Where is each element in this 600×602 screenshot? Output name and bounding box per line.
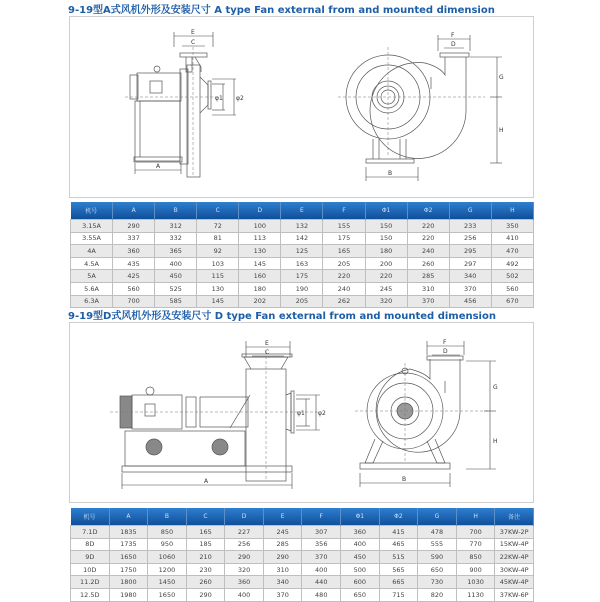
table-cell: 350 <box>491 220 533 233</box>
table-cell: 650 <box>418 563 457 576</box>
column-header: Φ1 <box>365 202 407 220</box>
column-header: H <box>456 508 495 526</box>
table-cell: 200 <box>365 257 407 270</box>
table-cell: 1200 <box>148 563 187 576</box>
table-cell: 220 <box>407 232 449 245</box>
table-cell: 730 <box>418 576 457 589</box>
table-cell: 465 <box>379 538 418 551</box>
table-row <box>71 576 534 589</box>
table-cell: 850 <box>456 551 495 564</box>
table-cell: 290 <box>186 588 225 601</box>
table-cell: 92 <box>197 245 239 258</box>
fan-d-drawing-svg <box>70 323 535 504</box>
table-cell: 22KW-4P <box>495 551 534 564</box>
fan-a-drawing-svg <box>70 17 535 199</box>
table-cell: 950 <box>148 538 187 551</box>
centerlines-d <box>110 351 320 481</box>
column-header: F <box>302 508 341 526</box>
table-cell: 555 <box>418 538 457 551</box>
column-header: B <box>148 508 187 526</box>
table-cell: 205 <box>323 257 365 270</box>
table-cell: 262 <box>323 295 365 308</box>
table-cell: 290 <box>113 220 155 233</box>
column-header: C <box>186 508 225 526</box>
table-cell: 165 <box>323 245 365 258</box>
table-cell: 1750 <box>109 563 148 576</box>
table-cell: 190 <box>281 282 323 295</box>
dim-label-c: C <box>191 39 196 46</box>
section-a-title: 9-19型A式风机外形及安装尺寸 A type Fan external from and mounted dimension <box>68 5 495 16</box>
column-header: F <box>323 202 365 220</box>
table-cell: 220 <box>365 270 407 283</box>
table-cell: 210 <box>186 551 225 564</box>
table-row <box>71 551 534 564</box>
centerlines-d-front <box>355 363 490 463</box>
dim-label-phi1: φ1 <box>215 95 223 102</box>
column-header: E <box>281 202 323 220</box>
table-cell: 400 <box>302 563 341 576</box>
dim-label-phi1: φ1 <box>297 410 305 417</box>
column-header: 机号 <box>71 202 113 220</box>
table-cell: 332 <box>155 232 197 245</box>
table-cell: 220 <box>323 270 365 283</box>
table-cell: 590 <box>418 551 457 564</box>
section-d-title: 9-19型D式风机外形及安装尺寸 D type Fan external from and mounted dimension <box>68 311 496 322</box>
model-cell: 9D <box>71 551 110 564</box>
column-header: Φ2 <box>407 202 449 220</box>
table-cell: 770 <box>456 538 495 551</box>
table-cell: 130 <box>197 282 239 295</box>
model-cell: 3.55A <box>71 232 113 245</box>
table-cell: 400 <box>155 257 197 270</box>
fan-d-side-view <box>120 354 294 481</box>
table-cell: 72 <box>197 220 239 233</box>
model-cell: 4A <box>71 245 113 258</box>
table-cell: 290 <box>263 551 302 564</box>
table-cell: 450 <box>155 270 197 283</box>
fan-a-side-view <box>130 53 211 177</box>
table-row <box>71 588 534 601</box>
table-cell: 820 <box>418 588 457 601</box>
table-cell: 360 <box>113 245 155 258</box>
table-cell: 1060 <box>148 551 187 564</box>
table-cell: 320 <box>225 563 264 576</box>
dim-label-f: F <box>443 339 447 346</box>
table-row <box>71 270 534 283</box>
table-cell: 175 <box>323 232 365 245</box>
table-cell: 560 <box>113 282 155 295</box>
table-cell: 450 <box>341 551 380 564</box>
column-header: B <box>155 202 197 220</box>
table-cell: 585 <box>155 295 197 308</box>
table-cell: 400 <box>341 538 380 551</box>
table-cell: 100 <box>239 220 281 233</box>
table-cell: 285 <box>407 270 449 283</box>
table-cell: 155 <box>323 220 365 233</box>
table-cell: 360 <box>341 526 380 539</box>
table-cell: 132 <box>281 220 323 233</box>
table-cell: 360 <box>225 576 264 589</box>
table-cell: 650 <box>341 588 380 601</box>
model-cell: 5A <box>71 270 113 283</box>
table-cell: 470 <box>491 245 533 258</box>
table-cell: 480 <box>302 588 341 601</box>
table-cell: 1130 <box>456 588 495 601</box>
dim-label-a: A <box>204 478 209 485</box>
model-cell: 5.6A <box>71 282 113 295</box>
dim-label-e: E <box>265 340 269 347</box>
column-header: C <box>197 202 239 220</box>
dim-label-f: F <box>451 32 455 39</box>
table-cell: 245 <box>365 282 407 295</box>
column-header: 备注 <box>495 508 534 526</box>
table-cell: 310 <box>407 282 449 295</box>
table-cell: 185 <box>186 538 225 551</box>
column-header: Φ2 <box>379 508 418 526</box>
table-cell: 256 <box>225 538 264 551</box>
table-row <box>71 282 534 295</box>
table-cell: 240 <box>407 245 449 258</box>
table-cell: 1650 <box>109 551 148 564</box>
model-cell: 7.1D <box>71 526 110 539</box>
table-cell: 103 <box>197 257 239 270</box>
table-row <box>71 295 534 308</box>
table-row <box>71 563 534 576</box>
column-header: G <box>418 508 457 526</box>
dimension-lines-d-front <box>360 341 496 487</box>
table-cell: 220 <box>407 220 449 233</box>
table-cell: 1030 <box>456 576 495 589</box>
column-header: Φ1 <box>341 508 380 526</box>
table-cell: 260 <box>186 576 225 589</box>
table-cell: 715 <box>379 588 418 601</box>
table-cell: 160 <box>239 270 281 283</box>
table-cell: 37KW-6P <box>495 588 534 601</box>
table-cell: 180 <box>239 282 281 295</box>
table-cell: 233 <box>449 220 491 233</box>
table-cell: 415 <box>379 526 418 539</box>
table-cell: 45KW-4P <box>495 576 534 589</box>
table-row <box>71 257 534 270</box>
table-row <box>71 232 534 245</box>
table-cell: 478 <box>418 526 457 539</box>
table-cell: 30KW-4P <box>495 563 534 576</box>
table-cell: 113 <box>239 232 281 245</box>
model-cell: 6.3A <box>71 295 113 308</box>
table-cell: 81 <box>197 232 239 245</box>
section-a-drawing <box>69 16 534 198</box>
table-cell: 850 <box>148 526 187 539</box>
table-cell: 1800 <box>109 576 148 589</box>
table-cell: 297 <box>449 257 491 270</box>
table-cell: 115 <box>197 270 239 283</box>
table-cell: 492 <box>491 257 533 270</box>
table-cell: 565 <box>379 563 418 576</box>
model-cell: 8D <box>71 538 110 551</box>
table-cell: 145 <box>197 295 239 308</box>
table-cell: 700 <box>113 295 155 308</box>
table-cell: 175 <box>281 270 323 283</box>
table-cell: 410 <box>491 232 533 245</box>
table-cell: 130 <box>239 245 281 258</box>
table-cell: 165 <box>186 526 225 539</box>
table-cell: 900 <box>456 563 495 576</box>
table-row <box>71 538 534 551</box>
dim-label-e: E <box>191 29 195 36</box>
fan-a-front-view <box>346 53 469 163</box>
dim-label-phi2: φ2 <box>236 95 244 102</box>
table-cell: 37KW-2P <box>495 526 534 539</box>
table-cell: 370 <box>263 588 302 601</box>
column-header: A <box>113 202 155 220</box>
table-cell: 150 <box>365 232 407 245</box>
dim-label-g: G <box>499 74 504 81</box>
dim-label-b: B <box>402 476 407 483</box>
table-cell: 370 <box>302 551 341 564</box>
column-header: D <box>239 202 281 220</box>
table-cell: 560 <box>491 282 533 295</box>
model-cell: 3.15A <box>71 220 113 233</box>
table-cell: 515 <box>379 551 418 564</box>
table-cell: 340 <box>263 576 302 589</box>
table-row <box>71 526 534 539</box>
table-cell: 700 <box>456 526 495 539</box>
table-cell: 163 <box>281 257 323 270</box>
table-cell: 337 <box>113 232 155 245</box>
table-cell: 425 <box>113 270 155 283</box>
table-cell: 665 <box>379 576 418 589</box>
dim-label-phi2: φ2 <box>318 410 326 417</box>
centerlines-a <box>125 47 218 177</box>
model-cell: 10D <box>71 563 110 576</box>
table-row <box>71 220 534 233</box>
section-a-dimension-table <box>70 202 534 308</box>
column-header: G <box>449 202 491 220</box>
table-cell: 1650 <box>148 588 187 601</box>
table-cell: 1735 <box>109 538 148 551</box>
dim-label-h: H <box>499 127 504 134</box>
model-cell: 12.5D <box>71 588 110 601</box>
table-cell: 307 <box>302 526 341 539</box>
dim-label-d: D <box>451 41 456 48</box>
table-cell: 312 <box>155 220 197 233</box>
column-header: D <box>225 508 264 526</box>
table-cell: 230 <box>186 563 225 576</box>
table-cell: 310 <box>263 563 302 576</box>
table-cell: 1980 <box>109 588 148 601</box>
table-cell: 340 <box>449 270 491 283</box>
dimension-lines-d <box>122 341 320 489</box>
table-cell: 205 <box>281 295 323 308</box>
dim-label-d: D <box>443 348 448 355</box>
column-header: E <box>263 508 302 526</box>
table-cell: 240 <box>323 282 365 295</box>
table-cell: 320 <box>365 295 407 308</box>
table-header-row <box>71 202 534 220</box>
table-cell: 180 <box>365 245 407 258</box>
table-cell: 260 <box>407 257 449 270</box>
table-cell: 440 <box>302 576 341 589</box>
table-cell: 150 <box>365 220 407 233</box>
table-header-row <box>71 508 534 526</box>
table-cell: 202 <box>239 295 281 308</box>
table-cell: 500 <box>341 563 380 576</box>
dim-label-a: A <box>156 163 161 170</box>
table-cell: 370 <box>407 295 449 308</box>
table-row <box>71 245 534 258</box>
column-header: A <box>109 508 148 526</box>
table-cell: 295 <box>449 245 491 258</box>
table-cell: 400 <box>225 588 264 601</box>
table-cell: 1450 <box>148 576 187 589</box>
table-cell: 125 <box>281 245 323 258</box>
table-cell: 245 <box>263 526 302 539</box>
table-cell: 600 <box>341 576 380 589</box>
dim-label-h: H <box>493 438 498 445</box>
table-cell: 502 <box>491 270 533 283</box>
dim-label-c: C <box>265 349 270 356</box>
section-d-drawing <box>69 322 534 503</box>
table-cell: 670 <box>491 295 533 308</box>
column-header: 机号 <box>71 508 110 526</box>
dim-label-g: G <box>493 384 498 391</box>
table-cell: 435 <box>113 257 155 270</box>
table-cell: 256 <box>449 232 491 245</box>
section-d-dimension-table <box>70 508 534 602</box>
fan-d-front-view <box>360 356 463 469</box>
table-cell: 525 <box>155 282 197 295</box>
table-cell: 1835 <box>109 526 148 539</box>
table-cell: 290 <box>225 551 264 564</box>
table-cell: 145 <box>239 257 281 270</box>
model-cell: 4.5A <box>71 257 113 270</box>
table-cell: 370 <box>449 282 491 295</box>
centerlines-a-front <box>338 47 485 157</box>
table-cell: 15KW-4P <box>495 538 534 551</box>
model-cell: 11.2D <box>71 576 110 589</box>
dim-label-b: B <box>388 170 393 177</box>
table-cell: 142 <box>281 232 323 245</box>
table-cell: 456 <box>449 295 491 308</box>
table-cell: 356 <box>302 538 341 551</box>
column-header: H <box>491 202 533 220</box>
table-cell: 365 <box>155 245 197 258</box>
table-cell: 285 <box>263 538 302 551</box>
table-cell: 227 <box>225 526 264 539</box>
